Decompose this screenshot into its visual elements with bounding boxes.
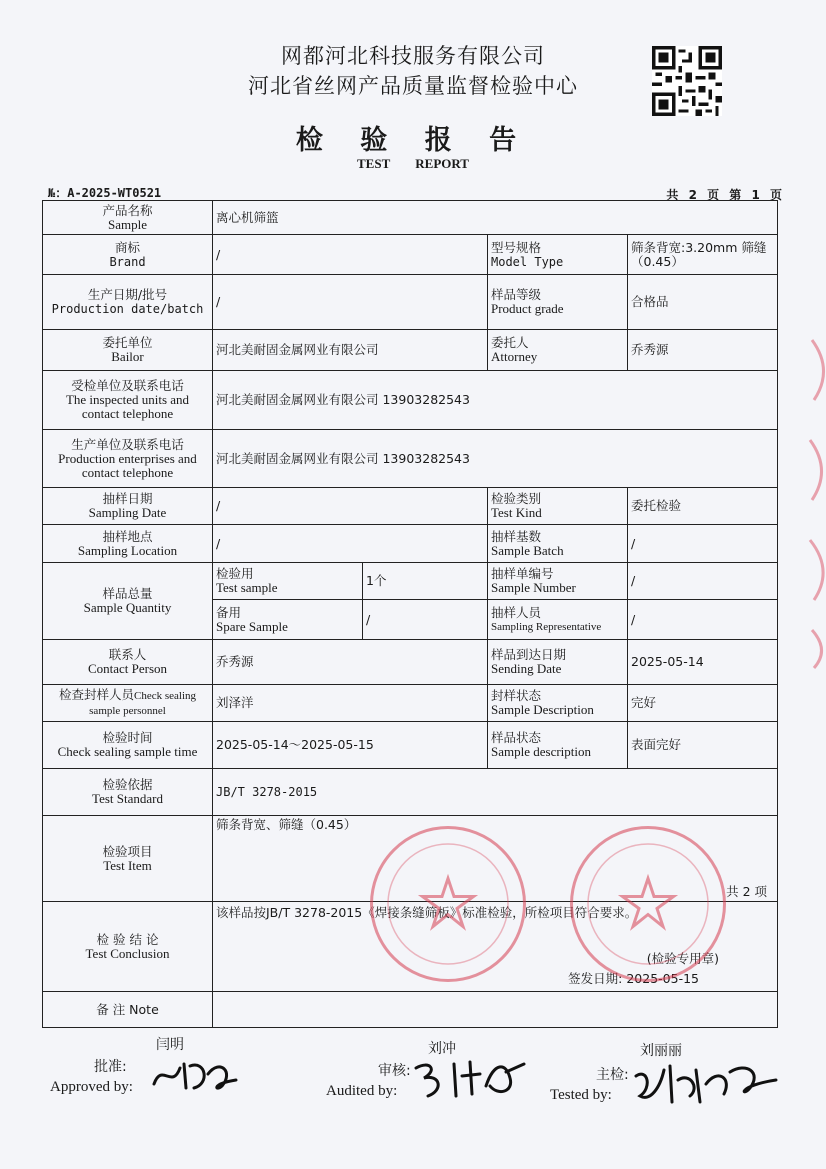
- inspection-seal-stamp-left: [370, 826, 526, 982]
- label-check-time: 检验时间 Check sealing sample time: [43, 722, 213, 769]
- tested-label-en: Tested by:: [550, 1087, 612, 1103]
- row-inspected: [43, 371, 778, 430]
- label-bailor: 委托单位 Bailor: [43, 330, 213, 371]
- label-sending-date: 样品到达日期 Sending Date: [488, 640, 628, 685]
- issue-date-value: 2025-05-15: [626, 971, 700, 986]
- value-sample-number: /: [628, 563, 778, 600]
- tested-label-zh: 主检:: [596, 1067, 629, 1083]
- approved-label-en: Approved by:: [50, 1079, 133, 1095]
- label-standard: 检验依据 Test Standard: [43, 769, 213, 816]
- value-model: 筛条背宽:3.20mm 筛缝（0.45）: [628, 235, 778, 275]
- label-test-item: 检验项目 Test Item: [43, 816, 213, 902]
- value-brand: /: [213, 235, 488, 275]
- label-test-kind: 检验类别 Test Kind: [488, 488, 628, 525]
- value-sending-date: 2025-05-14: [628, 640, 778, 685]
- value-test-kind: 委托检验: [628, 488, 778, 525]
- approved-label-zh: 批准:: [94, 1059, 127, 1075]
- label-test-sample: 检验用 Test sample: [213, 563, 363, 600]
- approver-name: 闫明: [156, 1037, 184, 1053]
- tester-name: 刘丽丽: [640, 1043, 682, 1059]
- label-quantity: 样品总量 Sample Quantity: [43, 563, 213, 640]
- value-attorney: 乔秀源: [628, 330, 778, 371]
- label-attorney: 委托人 Attorney: [488, 330, 628, 371]
- value-sampling-rep: /: [628, 600, 778, 640]
- label-inspected: 受检单位及联系电话 The inspected units and contact telephone: [43, 371, 213, 430]
- page-indicator: 共 2 页 第 1 页: [666, 188, 782, 202]
- label-sample: 产品名称 Sample: [43, 201, 213, 235]
- org-name-1: 网都河北科技服务有限公司: [281, 44, 545, 68]
- value-sample: 离心机筛篮: [213, 201, 778, 235]
- label-sample-batch: 抽样基数 Sample Batch: [488, 525, 628, 563]
- label-note: 备 注 Note: [43, 992, 213, 1028]
- audited-label-en: Audited by:: [326, 1083, 398, 1099]
- row-sampling-date: [43, 488, 778, 525]
- value-test-sample: 1个: [363, 563, 488, 600]
- label-sample-state: 样品状态 Sample description: [488, 722, 628, 769]
- issue-date-label: 签发日期:: [568, 971, 623, 986]
- value-check-time: 2025-05-14～2025-05-15: [213, 722, 488, 769]
- value-sample-state: 表面完好: [628, 722, 778, 769]
- org-name-2: 河北省丝网产品质量监督检验中心: [248, 74, 578, 98]
- row-producer: [43, 430, 778, 488]
- value-producer: 河北美耐固金属网业有限公司 13903282543: [213, 430, 778, 488]
- row-test-sample: [43, 563, 778, 600]
- value-note: [213, 992, 778, 1028]
- value-bailor: 河北美耐固金属网业有限公司: [213, 330, 488, 371]
- label-contact: 联系人 Contact Person: [43, 640, 213, 685]
- report-title: 检 验 报 告: [295, 125, 531, 156]
- row-sample: [43, 201, 778, 235]
- value-sampling-location: /: [213, 525, 488, 563]
- seal-label: (检验专用章): [646, 951, 720, 966]
- label-model: 型号规格 Model Type: [488, 235, 628, 275]
- row-bailor: [43, 330, 778, 371]
- label-brand: 商标 Brand: [43, 235, 213, 275]
- report-number: №：A-2025-WT0521: [48, 186, 162, 200]
- label-sample-number: 抽样单编号 Sample Number: [488, 563, 628, 600]
- test-item-count: 共 2 项: [726, 884, 768, 899]
- value-spare-sample: /: [363, 600, 488, 640]
- test-item-text: 筛条背宽、筛缝（0.45）: [216, 817, 357, 832]
- auditor-signature: [410, 1056, 530, 1100]
- label-grade: 样品等级 Product grade: [488, 275, 628, 330]
- tester-signature: [630, 1058, 780, 1108]
- label-conclusion: 检 验 结 论 Test Conclusion: [43, 902, 213, 992]
- value-seal-personnel: 刘泽洋: [213, 685, 488, 722]
- value-seal-desc: 完好: [628, 685, 778, 722]
- value-sampling-date: /: [213, 488, 488, 525]
- row-note: [43, 992, 778, 1028]
- approver-signature: [150, 1054, 240, 1096]
- value-contact: 乔秀源: [213, 640, 488, 685]
- side-seal-stamp: [804, 330, 826, 670]
- conclusion-text: 该样品按JB/T 3278-2015《焊接条缝筛板》标准检验，所检项目符合要求。: [216, 905, 638, 920]
- value-prod-date: /: [213, 275, 488, 330]
- label-seal-desc: 封样状态 Sample Description: [488, 685, 628, 722]
- inspection-seal-stamp-right: [570, 826, 726, 982]
- row-standard: [43, 769, 778, 816]
- label-prod-date: 生产日期/批号 Production date/batch: [43, 275, 213, 330]
- label-seal-personnel: 检查封样人员Check sealing sample personnel: [43, 685, 213, 722]
- auditor-name: 刘冲: [428, 1041, 456, 1057]
- audited-label-zh: 审核:: [378, 1063, 411, 1079]
- value-standard: JB/T 3278-2015: [213, 769, 778, 816]
- row-contact: [43, 640, 778, 685]
- value-sample-batch: /: [628, 525, 778, 563]
- row-seal-personnel: [43, 685, 778, 722]
- label-sampling-location: 抽样地点 Sampling Location: [43, 525, 213, 563]
- report-title-en: TEST REPORT: [357, 156, 469, 171]
- label-sampling-rep: 抽样人员 Sampling Representative: [488, 600, 628, 640]
- row-prod-date: [43, 275, 778, 330]
- value-grade: 合格品: [628, 275, 778, 330]
- qr-code-icon: [652, 46, 722, 116]
- label-sampling-date: 抽样日期 Sampling Date: [43, 488, 213, 525]
- row-check-time: [43, 722, 778, 769]
- row-brand: [43, 235, 778, 275]
- label-producer: 生产单位及联系电话 Production enterprises and contact telephone: [43, 430, 213, 488]
- row-sampling-location: [43, 525, 778, 563]
- label-spare-sample: 备用 Spare Sample: [213, 600, 363, 640]
- value-inspected: 河北美耐固金属网业有限公司 13903282543: [213, 371, 778, 430]
